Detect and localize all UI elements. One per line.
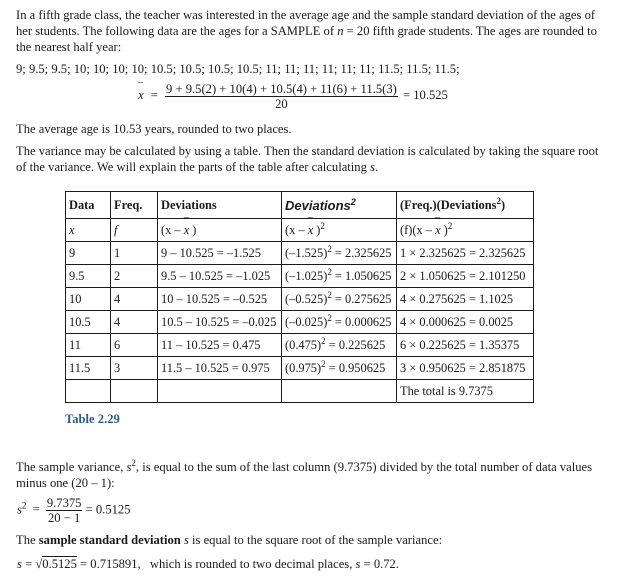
variance-numerator: 9.7375: [46, 496, 82, 510]
table-cell: [282, 288, 397, 311]
s-variable: s: [183, 533, 189, 547]
table-cell: 9.5: [66, 265, 111, 288]
bold-term: sample standard deviation: [38, 533, 181, 547]
empty-cell: [158, 380, 282, 403]
sqrt-icon: √: [35, 557, 43, 571]
symbol: (x –: [161, 222, 181, 237]
squared-value: = 0.225625: [325, 337, 386, 352]
header-deviations-squared: [282, 192, 397, 219]
average-text: The average age is 10.53 years, rounded to two places.: [16, 122, 292, 136]
table-cell: [282, 357, 397, 380]
empty-cell: [111, 380, 158, 403]
table-cell: 11 – 10.525 = 0.475: [158, 334, 282, 357]
table-cell: [282, 334, 397, 357]
mean-formula: [138, 82, 448, 111]
squared-exp: 2: [321, 335, 326, 346]
symbol: x: [69, 222, 75, 237]
squared-base: (0.475): [285, 337, 322, 352]
squared-value: = 1.050625: [331, 268, 392, 283]
squared-value: = 0.000625: [331, 314, 392, 329]
variance-formula: [17, 496, 131, 525]
intro-text-rest: = 20 fifth grade students. The ages are rounded to the nearest half year:: [16, 24, 597, 54]
symbol: (x –: [285, 222, 305, 237]
n-variable: n: [337, 24, 344, 38]
header-tail: ): [500, 197, 506, 212]
symbol-cell: [111, 219, 158, 242]
sup: 2: [131, 458, 136, 468]
sd-formula: [17, 556, 399, 572]
table-cell: [282, 311, 397, 334]
table-symbol-row: [66, 219, 534, 242]
squared-base: (–1.525): [285, 245, 328, 260]
squared-base: (0.975): [285, 360, 322, 375]
table-cell: 10.5 – 10.525 = –0.025: [158, 311, 282, 334]
table-cell: 2: [111, 265, 158, 288]
symbol: f: [114, 222, 118, 237]
text: which is rounded to two decimal places,: [149, 557, 353, 571]
text: , is equal to the sum of the last column (9.7375) divided by the total number of data values minus one (20 – 1):: [16, 460, 592, 490]
table-cell: 1 × 2.325625 = 2.325625: [397, 242, 534, 265]
mean-numerator: 9 + 9.5(2) + 10(4) + 10.5(4) + 11(6) + 11.5(3): [166, 82, 397, 96]
s-variable: s: [126, 460, 132, 474]
table-cell: [282, 242, 397, 265]
variance-intro-text: The variance may be calculated by using a table. Then the standard deviation is calculated by taking the square root of the variance. We will explain the parts of the table after calculating: [16, 144, 599, 174]
table-cell: 2 × 1.050625 = 2.101250: [397, 265, 534, 288]
squared-exp: 2: [327, 266, 332, 277]
text: is equal to the square root of the sample variance:: [192, 533, 443, 547]
table-row: [66, 242, 534, 265]
table-caption: Table 2.29: [65, 412, 120, 426]
sd-text: [16, 532, 442, 548]
squared-value: = 0.950625: [325, 360, 386, 375]
mean-result: = 10.525: [402, 88, 448, 103]
s-variable: s: [355, 557, 361, 571]
table-row: [66, 265, 534, 288]
sup: 2: [21, 500, 27, 511]
header-text: Deviations: [285, 197, 351, 213]
symbol-cell: [397, 219, 534, 242]
mean-fraction: [165, 82, 398, 111]
symbol-cell: [282, 219, 397, 242]
squared-exp: 2: [327, 243, 332, 254]
radicand: 0.5125: [42, 557, 77, 571]
intro-paragraph: [16, 7, 608, 55]
squared-base: (–0.525): [285, 291, 328, 306]
table-cell: [282, 265, 397, 288]
symbol-sup: 2: [447, 220, 453, 231]
x-bar: – x: [308, 223, 314, 238]
table-row: [66, 311, 534, 334]
table-cell: 11.5 – 10.525 = 0.975: [158, 357, 282, 380]
table-cell: 4: [111, 288, 158, 311]
table-cell: 1: [111, 242, 158, 265]
table-cell: 9.5 – 10.525 = –1.025: [158, 265, 282, 288]
s-variable: s: [17, 502, 22, 517]
table-cell: 11: [66, 334, 111, 357]
squared-exp: 2: [327, 312, 332, 323]
text: The: [16, 533, 36, 547]
symbol-tail: ): [443, 222, 448, 237]
sd-value: = 0.715891,: [80, 557, 141, 571]
table-cell: 6: [111, 334, 158, 357]
squared-exp: 2: [321, 358, 326, 369]
header-sup: 2: [496, 195, 501, 206]
header-freq: Freq.: [111, 192, 158, 219]
table-cell: 9: [66, 242, 111, 265]
header-sup: 2: [350, 196, 356, 207]
table-row: [66, 334, 534, 357]
symbol-cell: [158, 219, 282, 242]
sample-variance-text: [16, 459, 608, 491]
symbol-tail: ): [316, 222, 321, 237]
table-cell: 3 × 0.950625 = 2.851875: [397, 357, 534, 380]
table-cell: 6 × 0.225625 = 1.35375: [397, 334, 534, 357]
mean-denominator: 20: [275, 97, 288, 111]
x-bar: – x: [184, 223, 190, 238]
table-row: [66, 288, 534, 311]
table-cell: 10.5: [66, 311, 111, 334]
squared-base: (–1.025): [285, 268, 328, 283]
table-header-row: [66, 192, 534, 219]
squared-exp: 2: [327, 289, 332, 300]
sd-final: = 0.72.: [363, 557, 400, 571]
squared-value: = 2.325625: [331, 245, 392, 260]
symbol: (f)(x –: [400, 222, 432, 237]
table-total-row: [66, 380, 534, 403]
empty-cell: [282, 380, 397, 403]
squared-value: = 0.275625: [331, 291, 392, 306]
table-cell: 10: [66, 288, 111, 311]
empty-cell: [66, 380, 111, 403]
equals-sign: =: [150, 88, 158, 103]
s-variable: s: [17, 557, 22, 571]
x-bar: – x: [138, 88, 144, 103]
table-cell: 3: [111, 357, 158, 380]
symbol-sup: 2: [320, 220, 325, 231]
symbol-tail: ): [192, 222, 197, 237]
table-cell: 4 × 0.000625 = 0.0025: [397, 311, 534, 334]
header-text: (Freq.)(Deviations: [400, 197, 497, 212]
header-deviations: Deviations: [158, 192, 282, 219]
table-cell: 10 – 10.525 = –0.525: [158, 288, 282, 311]
table-cell: 4 × 0.275625 = 1.1025: [397, 288, 534, 311]
header-freq-deviations: [397, 192, 534, 219]
table-cell: 4: [111, 311, 158, 334]
table-cell: 9 – 10.525 = –1.525: [158, 242, 282, 265]
variance-fraction: [46, 496, 83, 525]
equals-sign: =: [32, 502, 40, 517]
equals-sign: =: [25, 557, 33, 571]
variance-result: = 0.5125: [85, 502, 131, 517]
symbol-cell: [66, 219, 111, 242]
squared-base: (–0.025): [285, 314, 328, 329]
s-variable: s: [370, 160, 375, 174]
intro-text: In a fifth grade class, the teacher was interested in the average age and the sample standard deviation of the ages of her students. The following data are the ages for a SAMPLE of: [16, 8, 596, 38]
period: .: [374, 160, 379, 174]
total-cell: The total is 9.7375: [397, 380, 534, 403]
table-row: [66, 357, 534, 380]
deviation-table: [65, 191, 534, 403]
variance-denominator: 20 − 1: [48, 511, 81, 525]
text: The sample variance,: [16, 460, 124, 474]
variance-intro: [16, 143, 606, 175]
data-list: 9; 9.5; 9.5; 10; 10; 10; 10; 10.5; 10.5; 10.5; 10.5; 11; 11; 11; 11; 11; 11; 11.5; 11.5; 11.5;: [16, 62, 460, 76]
header-data: Data: [66, 192, 111, 219]
table-cell: 11.5: [66, 357, 111, 380]
x-bar: – x: [435, 223, 441, 238]
